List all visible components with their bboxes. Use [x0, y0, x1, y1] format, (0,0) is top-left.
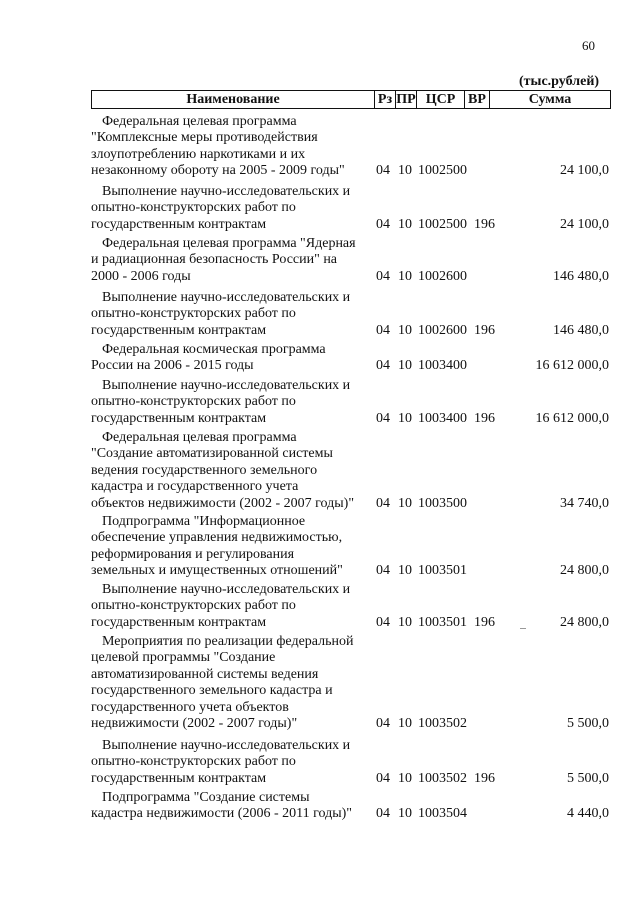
row-pr: 10: [398, 614, 412, 630]
row-name-line: государственного учета объектов: [91, 699, 289, 715]
row-pr: 10: [398, 563, 412, 579]
row-name-line: ведения государственного земельного: [91, 462, 318, 478]
row-sum: 24 100,0: [560, 163, 609, 179]
row-name-line: "Создание автоматизированной системы: [91, 446, 333, 462]
row-name-line: опытно-конструкторских работ по: [91, 754, 296, 770]
row-name: [91, 236, 381, 285]
row-csr: 1003502: [418, 770, 467, 786]
row-pr: 10: [398, 358, 412, 374]
row-csr: 1002500: [418, 163, 467, 179]
row-name: [91, 790, 381, 823]
row-name-line: Федеральная целевая программа: [102, 430, 297, 445]
row-name: [91, 514, 381, 580]
row-sum: 24 800,0: [560, 614, 609, 630]
row-rz: 04: [376, 322, 390, 338]
row-vr: 196: [474, 216, 495, 232]
header-pr: ПР: [396, 92, 416, 107]
row-rz: 04: [376, 216, 390, 232]
row-name-line: Выполнение научно-исследовательских и: [102, 378, 351, 393]
row-name-line: опытно-конструкторских работ по: [91, 394, 296, 410]
row-csr: 1003400: [418, 358, 467, 374]
row-name-line: государственного земельного кадастра и: [91, 683, 333, 699]
row-name-line: Федеральная целевая программа "Ядерная: [102, 236, 356, 251]
row-pr: 10: [398, 322, 412, 338]
row-name-line: обеспечение управления недвижимостью,: [91, 530, 343, 546]
row-name-line: Мероприятия по реализации федеральной: [102, 634, 354, 649]
row-pr: 10: [398, 410, 412, 426]
row-rz: 04: [376, 770, 390, 786]
row-rz: 04: [376, 563, 390, 579]
header-name: Наименование: [186, 92, 280, 107]
row-pr: 10: [398, 216, 412, 232]
header-rz: Рз: [374, 91, 395, 108]
row-name-line: Выполнение научно-исследовательских и: [102, 290, 351, 305]
row-rz: 04: [376, 716, 390, 731]
row-name-line: России на 2006 - 2015 годы: [91, 358, 254, 374]
row-name-line: земельных и имущественных отношений": [91, 563, 343, 579]
page-number: 60: [582, 38, 595, 53]
row-rz: 04: [376, 614, 390, 630]
row-sum: 24 100,0: [560, 216, 609, 232]
row-name-line: автоматизированной системы ведения: [91, 666, 319, 682]
row-csr: 1003501: [418, 614, 467, 630]
row-name-line: целевой программы "Создание: [91, 650, 276, 666]
row-pr: 10: [398, 163, 412, 179]
row-name-line: опытно-конструкторских работ по: [91, 200, 296, 216]
row-name-line: и радиационная безопасность России" на: [91, 252, 338, 268]
row-sum: 24 800,0: [560, 563, 609, 579]
row-name-line: Федеральная космическая программа: [102, 342, 326, 357]
row-name: [91, 114, 381, 180]
row-csr: 1003500: [418, 495, 467, 511]
row-name: [91, 342, 381, 375]
row-name-line: 2000 - 2006 годы: [91, 268, 191, 284]
row-name-line: объектов недвижимости (2002 - 2007 годы)": [91, 495, 355, 511]
row-name: [91, 290, 381, 339]
row-name-line: государственным контрактам: [91, 216, 267, 232]
row-name-line: Выполнение научно-исследовательских и: [102, 184, 351, 199]
row-sum: 34 740,0: [560, 495, 609, 511]
row-pr: 10: [398, 806, 412, 822]
row-sum: 146 480,0: [553, 322, 609, 338]
row-sum: 4 440,0: [567, 806, 609, 822]
row-name: [91, 738, 381, 787]
row-rz: 04: [376, 358, 390, 374]
row-name-line: Федеральная целевая программа: [102, 114, 297, 129]
row-name-line: злоупотреблению наркотиками и их: [91, 146, 306, 162]
header-sum: Сумма: [489, 91, 610, 108]
row-name-line: недвижимости (2002 - 2007 годы)": [91, 716, 298, 732]
row-pr: 10: [398, 770, 412, 786]
row-name-line: кадастра и государственного учета: [91, 479, 299, 495]
row-sum: 146 480,0: [553, 268, 609, 284]
row-name: [91, 582, 381, 631]
units-label: (тыс.рублей): [519, 74, 600, 89]
row-rz: 04: [376, 806, 390, 822]
row-pr: 10: [398, 716, 412, 731]
row-rz: 04: [376, 163, 390, 179]
row-name-line: Подпрограмма "Информационное: [102, 514, 306, 529]
row-csr: 1002600: [418, 322, 467, 338]
row-name-line: кадастра недвижимости (2006 - 2011 годы)": [91, 806, 353, 822]
row-name-line: государственным контрактам: [91, 614, 267, 630]
row-name-line: государственным контрактам: [91, 322, 267, 338]
row-csr: 1003501: [418, 563, 467, 579]
row-pr: 10: [398, 495, 412, 511]
row-sum: 5 500,0: [567, 770, 609, 786]
row-vr: 196: [474, 410, 495, 426]
scan-mark: [520, 628, 526, 629]
row-name-line: реформирования и регулирования: [91, 546, 295, 562]
row-name-line: опытно-конструкторских работ по: [91, 598, 296, 614]
row-csr: 1003502: [418, 716, 467, 731]
row-rz: 04: [376, 268, 390, 284]
row-pr: 10: [398, 268, 412, 284]
row-csr: 1003504: [418, 806, 467, 822]
row-vr: 196: [474, 322, 495, 338]
row-name: [91, 634, 381, 732]
row-name-line: Подпрограмма "Создание системы: [102, 790, 310, 805]
row-name: [91, 184, 381, 233]
row-name-line: Выполнение научно-исследовательских и: [102, 738, 351, 753]
row-sum: 5 500,0: [567, 716, 609, 731]
row-csr: 1002600: [418, 268, 467, 284]
row-name: [91, 378, 381, 427]
row-vr: 196: [474, 614, 495, 630]
row-rz: 04: [376, 410, 390, 426]
header-vr: ВР: [464, 91, 489, 108]
row-vr: 196: [474, 770, 495, 786]
row-name-line: государственным контрактам: [91, 410, 267, 426]
row-name: [91, 430, 381, 512]
row-csr: 1002500: [418, 216, 467, 232]
row-sum: 16 612 000,0: [535, 410, 609, 426]
row-rz: 04: [376, 495, 390, 511]
row-name-line: незаконному обороту на 2005 - 2009 годы": [91, 163, 345, 179]
row-name-line: государственным контрактам: [91, 770, 267, 786]
header-csr: ЦСР: [416, 91, 464, 108]
row-name-line: опытно-конструкторских работ по: [91, 306, 296, 322]
row-name-line: Выполнение научно-исследовательских и: [102, 582, 351, 597]
row-name-line: "Комплексные меры противодействия: [91, 130, 318, 146]
row-sum: 16 612 000,0: [535, 358, 609, 374]
row-csr: 1003400: [418, 410, 467, 426]
